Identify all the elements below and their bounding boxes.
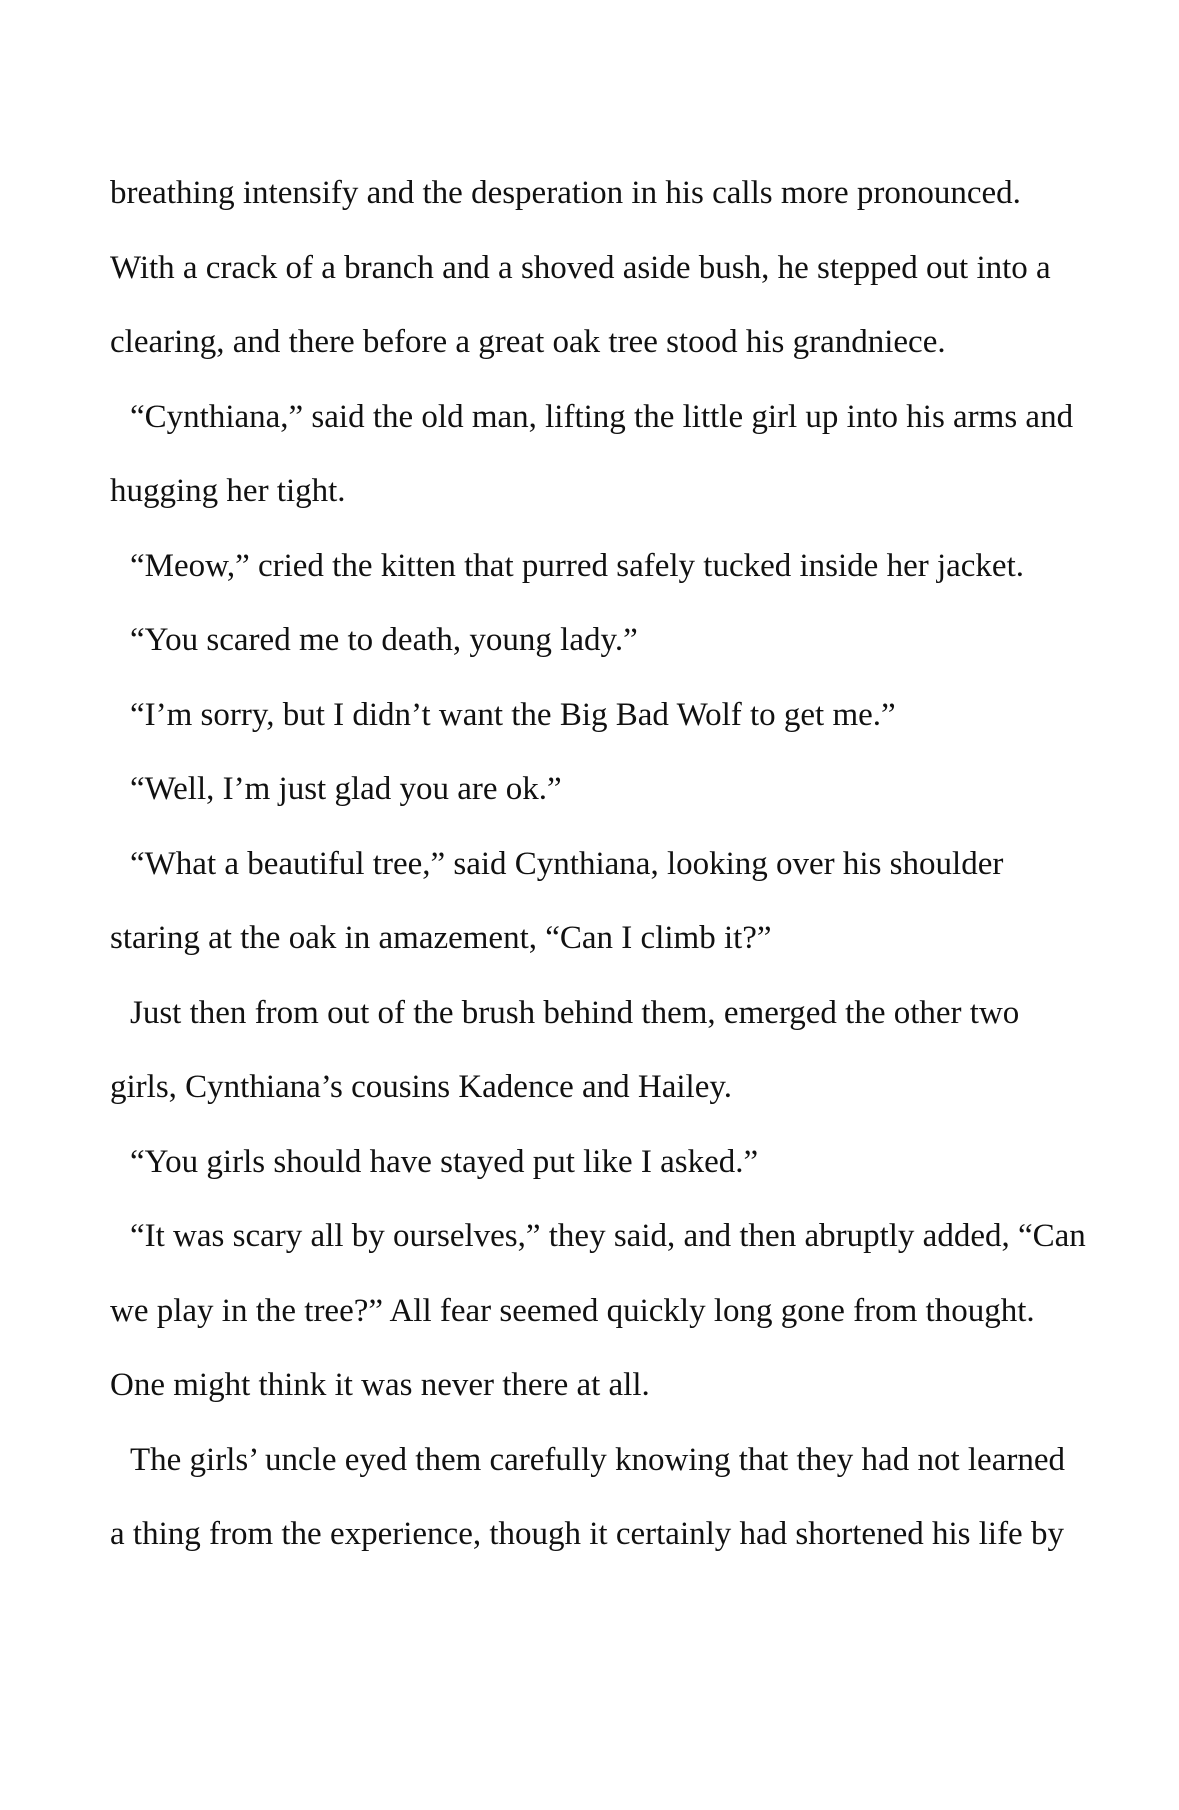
text-line: “Meow,” cried the kitten that purred safely tucked inside her jacket.	[130, 547, 1024, 584]
text-line: With a crack of a branch and a shoved aside bush, he stepped out into a	[110, 249, 1051, 286]
text-line: clearing, and there before a great oak tree stood his grandniece.	[110, 324, 946, 360]
text-line: “Well, I’m just glad you are ok.”	[130, 771, 562, 807]
text-line: “Cynthiana,” said the old man, lifting the little girl up into his arms and	[130, 398, 1074, 435]
text-line: Just then from out of the brush behind them, emerged the other two	[130, 994, 1020, 1031]
text-line: staring at the oak in amazement, “Can I climb it?”	[110, 920, 772, 956]
text-line: The girls’ uncle eyed them carefully knowing that they had not learned	[130, 1441, 1065, 1478]
text-line: breathing intensify and the desperation in his calls more pronounced.	[110, 175, 1021, 211]
text-line: “What a beautiful tree,” said Cynthiana, looking over his shoulder	[130, 845, 1004, 882]
text-line: “I’m sorry, but I didn’t want the Big Bad Wolf to get me.”	[130, 696, 896, 733]
text-line: girls, Cynthiana’s cousins Kadence and Hailey.	[110, 1069, 732, 1105]
text-line: “You scared me to death, young lady.”	[130, 622, 638, 658]
text-line: a thing from the experience, though it certainly had shortened his life by	[110, 1516, 1064, 1552]
text-line: hugging her tight.	[110, 473, 346, 509]
body-text	[110, 170, 1100, 1586]
text-line: “You girls should have stayed put like I asked.”	[130, 1143, 759, 1180]
text-line: “It was scary all by ourselves,” they said, and then abruptly added, “Can	[130, 1218, 1086, 1254]
text-line: One might think it was never there at all.	[110, 1367, 650, 1403]
text-line: we play in the tree?” All fear seemed quickly long gone from thought.	[110, 1292, 1035, 1329]
